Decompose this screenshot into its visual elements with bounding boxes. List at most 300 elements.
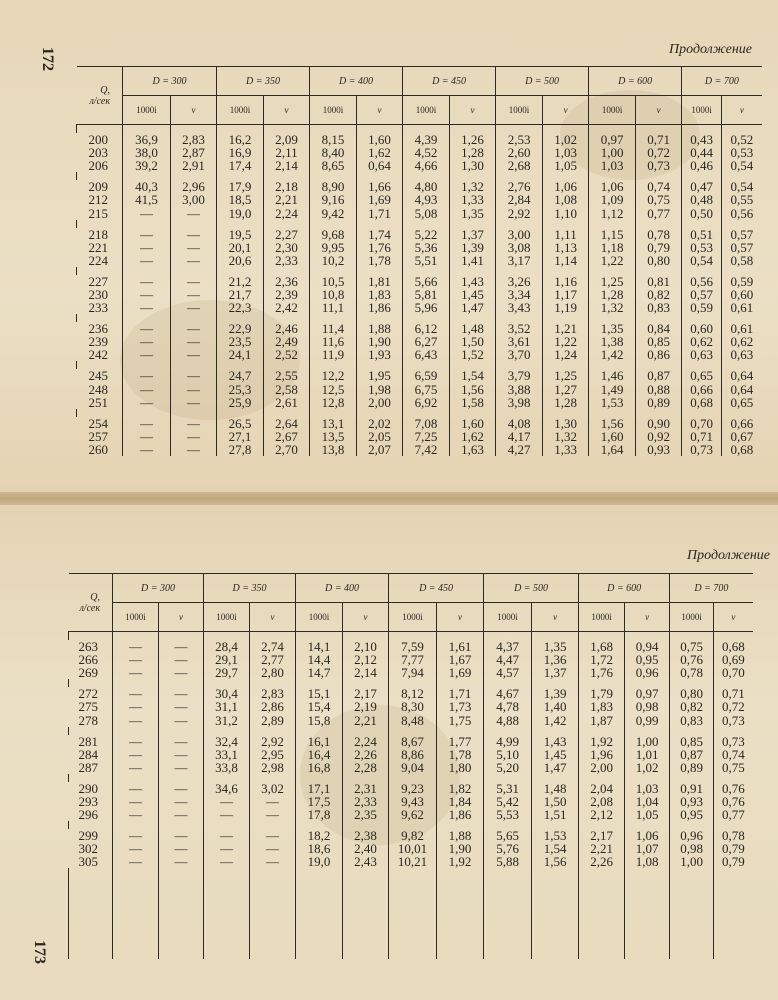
gradient-cell: 31,1 [204,700,250,713]
gradient-cell: 17,5 [296,795,343,808]
velocity-cell: 0,53 [722,146,762,159]
gradient-cell: 1,00 [589,146,636,159]
gradient-cell: — [113,855,159,868]
flow-cell: 212 [88,192,108,208]
velocity-cell: 1,22 [543,335,589,348]
flow-cell: 254 [88,415,108,431]
header-velocity: v [171,96,217,125]
gradient-cell: — [123,322,171,335]
velocity-cell: 0,88 [636,383,682,396]
table-row [77,228,762,241]
velocity-cell: 1,06 [625,829,670,842]
table-row [69,666,753,679]
gradient-cell: 2,68 [496,159,543,172]
flow-cell: 266 [78,652,98,668]
velocity-cell: 1,36 [532,653,579,666]
gradient-cell: 9,43 [389,795,437,808]
table-row [69,735,753,748]
gradient-cell: 15,1 [296,687,343,700]
velocity-cell: 1,61 [437,640,484,653]
gradient-cell: — [113,782,159,795]
gradient-cell: 6,75 [403,383,450,396]
velocity-cell: 1,03 [625,782,670,795]
gradient-cell: 10,2 [310,254,357,267]
velocity-cell: — [159,713,204,726]
table-row [77,335,762,348]
gradient-cell: 4,52 [403,146,450,159]
flow-cell: 293 [78,793,98,809]
velocity-cell: 1,92 [437,855,484,868]
velocity-cell: 0,83 [636,301,682,314]
velocity-cell: 2,33 [343,795,389,808]
table-row [69,808,753,821]
velocity-cell: 3,00 [171,193,217,206]
gradient-cell: 40,3 [123,180,171,193]
table-row [69,700,753,713]
header-velocity: v [714,603,753,632]
gradient-cell: 9,16 [310,193,357,206]
gradient-cell: 1,09 [589,193,636,206]
velocity-cell: 2,11 [264,146,310,159]
gradient-cell: 1,38 [589,335,636,348]
velocity-cell: 2,89 [250,713,296,726]
gradient-cell: 0,59 [682,301,722,314]
gradient-cell: 4,57 [484,666,532,679]
gradient-cell: 11,1 [310,301,357,314]
velocity-cell: 2,19 [343,700,389,713]
gradient-cell: 2,92 [496,206,543,219]
velocity-cell: 1,45 [532,748,579,761]
velocity-cell: — [159,842,204,855]
header-q-line: л/сек [79,602,100,614]
velocity-cell: — [159,808,204,821]
gradient-cell: 0,43 [682,133,722,146]
gradient-cell: 12,8 [310,396,357,409]
gradient-cell: 4,08 [496,417,543,430]
velocity-cell: 1,83 [357,288,403,301]
velocity-cell: 1,40 [532,700,579,713]
gradient-cell: 0,89 [670,761,714,774]
velocity-cell: 1,47 [532,761,579,774]
gradient-cell: 3,52 [496,322,543,335]
gradient-cell: 1,87 [579,713,625,726]
gradient-cell: 14,1 [296,640,343,653]
velocity-cell: 2,07 [357,443,403,456]
gradient-cell: 16,8 [296,761,343,774]
velocity-cell: 0,96 [625,666,670,679]
gradient-cell: 0,87 [670,748,714,761]
page-number-bottom: 173 [31,940,48,964]
velocity-cell: 1,74 [357,228,403,241]
header-velocity: v [343,603,389,632]
velocity-cell: 0,52 [722,133,762,146]
gradient-cell: 5,20 [484,761,532,774]
gradient-cell: 4,27 [496,443,543,456]
velocity-cell: 1,73 [437,700,484,713]
header-velocity: v [159,603,204,632]
velocity-cell: 0,79 [714,855,753,868]
gradient-cell: 3,88 [496,383,543,396]
table-row [77,180,762,193]
velocity-cell: 2,67 [264,430,310,443]
gradient-cell: 5,76 [484,842,532,855]
velocity-cell: 1,41 [450,254,496,267]
table-row [69,748,753,761]
gradient-cell: 3,98 [496,396,543,409]
velocity-cell: 2,46 [264,322,310,335]
gradient-cell: 0,96 [670,829,714,842]
velocity-cell: 0,89 [636,396,682,409]
gradient-cell: 0,46 [682,159,722,172]
gradient-cell: 2,53 [496,133,543,146]
velocity-cell: 0,79 [714,842,753,855]
gradient-cell: 6,12 [403,322,450,335]
velocity-cell: 0,74 [636,180,682,193]
gradient-cell: 0,75 [670,640,714,653]
gradient-cell: 22,9 [217,322,264,335]
header-gradient: 1000i [589,96,636,125]
gradient-cell: 4,39 [403,133,450,146]
header-velocity: v [532,603,579,632]
flow-cell: 284 [78,746,98,762]
gradient-cell: 1,06 [589,180,636,193]
gradient-cell: 4,78 [484,700,532,713]
gradient-cell: 9,82 [389,829,437,842]
gradient-cell: 16,9 [217,146,264,159]
velocity-cell: 2,77 [250,653,296,666]
velocity-cell: 0,80 [636,254,682,267]
velocity-cell: 1,06 [543,180,589,193]
header-diameter: D = 700 [670,574,753,603]
header-diameter: D = 400 [310,67,403,96]
gradient-cell: — [113,687,159,700]
table-row [69,829,753,842]
gradient-cell: 1,42 [589,348,636,361]
velocity-cell: 1,07 [625,842,670,855]
gradient-cell: 41,5 [123,193,171,206]
gradient-cell: 6,59 [403,369,450,382]
gradient-cell: 4,66 [403,159,450,172]
gradient-cell: 4,93 [403,193,450,206]
velocity-cell: 2,61 [264,396,310,409]
gradient-cell: 2,60 [496,146,543,159]
table-row [77,241,762,254]
gradient-cell: 15,4 [296,700,343,713]
flow-cell: 227 [88,273,108,289]
velocity-cell: 0,70 [714,666,753,679]
gradient-cell: 12,2 [310,369,357,382]
velocity-cell: 0,73 [636,159,682,172]
header-q-line: л/сек [89,95,110,107]
gradient-cell: 2,26 [579,855,625,868]
gradient-cell: — [123,430,171,443]
gradient-cell: 20,6 [217,254,264,267]
velocity-cell: 2,33 [264,254,310,267]
velocity-cell: 0,97 [625,687,670,700]
velocity-cell: 1,56 [450,383,496,396]
header-diameter: D = 300 [113,574,204,603]
velocity-cell: 1,86 [437,808,484,821]
gradient-cell: 18,5 [217,193,264,206]
flow-cell: 278 [78,712,98,728]
velocity-cell: 0,86 [636,348,682,361]
gradient-cell: 2,00 [579,761,625,774]
gradient-cell: 10,21 [389,855,437,868]
velocity-cell: — [159,829,204,842]
velocity-cell: — [159,666,204,679]
gradient-cell: 7,94 [389,666,437,679]
gradient-cell: 4,37 [484,640,532,653]
gradient-cell: 2,21 [579,842,625,855]
velocity-cell: — [171,301,217,314]
flow-cell: 221 [88,239,108,255]
velocity-cell: 1,30 [450,159,496,172]
velocity-cell: 2,31 [343,782,389,795]
velocity-cell: 1,00 [625,735,670,748]
header-diameter: D = 350 [217,67,310,96]
gradient-cell: — [123,335,171,348]
velocity-cell: 1,14 [543,254,589,267]
gradient-cell: 8,12 [389,687,437,700]
header-gradient: 1000i [113,603,159,632]
velocity-cell: 0,94 [625,640,670,653]
gradient-cell: 6,43 [403,348,450,361]
gradient-cell: — [123,228,171,241]
gradient-cell: 0,51 [682,228,722,241]
velocity-cell: 1,88 [437,829,484,842]
gradient-cell: — [123,417,171,430]
flow-cell: 209 [88,179,108,195]
gradient-cell: 33,8 [204,761,250,774]
gradient-cell: — [204,808,250,821]
velocity-cell: 1,82 [437,782,484,795]
gradient-cell: 8,65 [310,159,357,172]
velocity-cell: 1,78 [357,254,403,267]
gradient-cell: 1,56 [589,417,636,430]
book-spine-gutter [0,492,778,505]
velocity-cell: 0,90 [636,417,682,430]
gradient-cell: 0,97 [589,133,636,146]
velocity-cell: 2,09 [264,133,310,146]
gradient-cell: 3,34 [496,288,543,301]
header-gradient: 1000i [403,96,450,125]
velocity-cell: 1,69 [437,666,484,679]
gradient-cell: 0,62 [682,335,722,348]
gradient-cell: 0,73 [682,443,722,456]
gradient-cell: 7,42 [403,443,450,456]
flow-cell: 215 [88,205,108,221]
gradient-cell: — [113,842,159,855]
gradient-cell: — [123,254,171,267]
velocity-cell: 2,12 [343,653,389,666]
velocity-cell: 0,68 [722,443,762,456]
gradient-cell: 19,0 [217,206,264,219]
velocity-cell: 0,71 [714,687,753,700]
velocity-cell: 2,92 [250,735,296,748]
header-velocity: v [264,96,310,125]
gradient-cell: 3,26 [496,275,543,288]
velocity-cell: 1,30 [543,417,589,430]
gradient-cell: 0,47 [682,180,722,193]
velocity-cell: — [171,383,217,396]
velocity-cell: 1,05 [543,159,589,172]
gradient-cell: 16,1 [296,735,343,748]
velocity-cell: — [171,228,217,241]
hydraulic-table-bottom [68,573,753,959]
gradient-cell: 30,4 [204,687,250,700]
table-row [77,396,762,409]
velocity-cell: — [171,417,217,430]
velocity-cell: 0,81 [636,275,682,288]
gradient-cell: 7,08 [403,417,450,430]
gradient-cell: 5,42 [484,795,532,808]
velocity-cell: 0,82 [636,288,682,301]
header-velocity: v [543,96,589,125]
gradient-cell: 31,2 [204,713,250,726]
header-velocity: v [636,96,682,125]
velocity-cell: — [159,855,204,868]
header-gradient: 1000i [217,96,264,125]
velocity-cell: 0,56 [722,206,762,219]
velocity-cell: 1,26 [450,133,496,146]
flow-cell: 251 [88,394,108,410]
velocity-cell: 2,05 [357,430,403,443]
velocity-cell: 1,75 [437,713,484,726]
velocity-cell: — [159,748,204,761]
gradient-cell: 7,77 [389,653,437,666]
gradient-cell: 23,5 [217,335,264,348]
velocity-cell: 0,69 [714,653,753,666]
gradient-cell: 10,8 [310,288,357,301]
velocity-cell: 0,78 [636,228,682,241]
gradient-cell: 5,36 [403,241,450,254]
velocity-cell: 2,30 [264,241,310,254]
gradient-cell: 16,4 [296,748,343,761]
gradient-cell: 22,3 [217,301,264,314]
velocity-cell: 0,54 [722,180,762,193]
gradient-cell: 5,51 [403,254,450,267]
gradient-cell: 39,2 [123,159,171,172]
gradient-cell: 3,43 [496,301,543,314]
header-gradient: 1000i [296,603,343,632]
velocity-cell: 1,33 [450,193,496,206]
gradient-cell: 0,85 [670,735,714,748]
flow-cell: 296 [78,807,98,823]
velocity-cell: 2,36 [264,275,310,288]
gradient-cell: 9,42 [310,206,357,219]
gradient-cell: 9,23 [389,782,437,795]
velocity-cell: 1,03 [543,146,589,159]
gradient-cell: 27,8 [217,443,264,456]
velocity-cell: — [171,254,217,267]
velocity-cell: 2,98 [250,761,296,774]
velocity-cell: 2,17 [343,687,389,700]
gradient-cell: 2,04 [579,782,625,795]
velocity-cell: — [171,396,217,409]
gradient-cell: 25,3 [217,383,264,396]
velocity-cell: — [159,700,204,713]
gradient-cell: 17,9 [217,180,264,193]
gradient-cell: 8,40 [310,146,357,159]
flow-cell: 248 [88,381,108,397]
velocity-cell: 0,72 [636,146,682,159]
gradient-cell: 1,49 [589,383,636,396]
gradient-cell: 1,18 [589,241,636,254]
velocity-cell: 0,63 [722,348,762,361]
velocity-cell: — [159,782,204,795]
gradient-cell: 29,7 [204,666,250,679]
gradient-cell: 1,28 [589,288,636,301]
header-gradient: 1000i [670,603,714,632]
gradient-cell: 1,60 [589,430,636,443]
header-q [77,67,123,125]
velocity-cell: — [159,687,204,700]
gradient-cell: 20,1 [217,241,264,254]
gradient-cell: — [113,700,159,713]
gradient-cell: 0,44 [682,146,722,159]
velocity-cell: 2,14 [264,159,310,172]
velocity-cell: 2,21 [343,713,389,726]
velocity-cell: 0,66 [722,417,762,430]
velocity-cell: 2,52 [264,348,310,361]
velocity-cell: 1,50 [532,795,579,808]
velocity-cell: 2,21 [264,193,310,206]
gradient-cell: 17,8 [296,808,343,821]
velocity-cell: 2,10 [343,640,389,653]
gradient-cell: — [123,383,171,396]
gradient-cell: 11,9 [310,348,357,361]
velocity-cell: 1,02 [543,133,589,146]
velocity-cell: 1,08 [625,855,670,868]
gradient-cell: 9,04 [389,761,437,774]
gradient-cell: — [113,748,159,761]
header-velocity: v [437,603,484,632]
gradient-cell: 1,92 [579,735,625,748]
table-row [77,275,762,288]
velocity-cell: 1,43 [532,735,579,748]
gradient-cell: 1,83 [579,700,625,713]
gradient-cell: 28,4 [204,640,250,653]
velocity-cell: 0,61 [722,322,762,335]
velocity-cell: 0,71 [636,133,682,146]
gradient-cell: 9,95 [310,241,357,254]
velocity-cell: 1,37 [450,228,496,241]
gradient-cell: 2,08 [579,795,625,808]
gradient-cell: 10,5 [310,275,357,288]
velocity-cell: 1,32 [543,430,589,443]
header-gradient: 1000i [579,603,625,632]
gradient-cell: 8,67 [389,735,437,748]
table-row [69,687,753,700]
gradient-cell: — [113,713,159,726]
table-row [77,443,762,456]
gradient-cell: 17,4 [217,159,264,172]
gradient-cell: 1,03 [589,159,636,172]
header-q-line: Q, [90,591,100,603]
velocity-cell: 2,86 [250,700,296,713]
flow-cell: 206 [88,158,108,174]
gradient-cell: 0,50 [682,206,722,219]
header-diameter: D = 500 [484,574,579,603]
velocity-cell: 2,27 [264,228,310,241]
velocity-cell: 1,86 [357,301,403,314]
table-row [77,254,762,267]
gradient-cell: — [113,653,159,666]
table-row [77,159,762,172]
velocity-cell: 0,65 [722,396,762,409]
velocity-cell: 1,88 [357,322,403,335]
gradient-cell: 21,7 [217,288,264,301]
